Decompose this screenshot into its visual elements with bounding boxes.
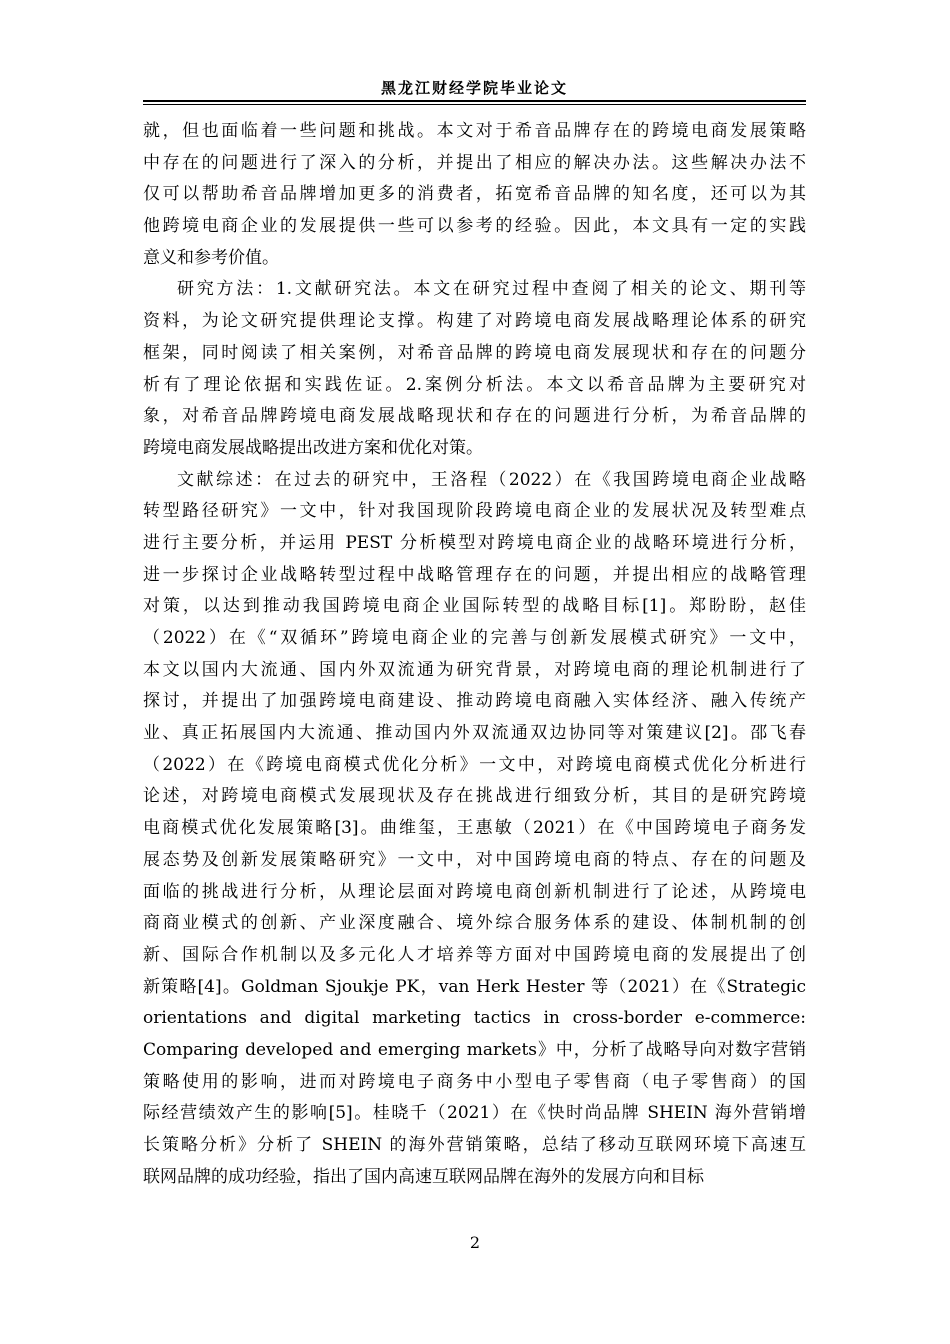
text-line: 业、真正拓展国内大流通、推动国内外双流通双边协同等对策建议[2]。邵飞春: [143, 723, 806, 744]
text-line: 中存在的问题进行了深入的分析，并提出了相应的解决办法。这些解决办法不: [143, 152, 806, 173]
text-line: 资料，为论文研究提供理论支撑。构建了对跨境电商发展战略理论体系的研究: [143, 311, 806, 332]
text-line: 际经营绩效产生的影响[5]。桂晓千（2021）在《快时尚品牌 SHEIN 海外营销增: [143, 1103, 806, 1124]
text-line: 象，对希音品牌跨境电商发展战略现状和存在的问题进行分析，为希音品牌的: [143, 406, 806, 427]
text-line: 本文以国内大流通、国内外双流通为研究背景，对跨境电商的理论机制进行了: [143, 659, 806, 680]
text-line: 转型路径研究》一文中，针对我国现阶段跨境电商企业的发展状况及转型难点: [143, 501, 806, 522]
text-line: 进行主要分析，并运用 PEST 分析模型对跨境电商企业的战略环境进行分析，: [143, 532, 806, 553]
text-line: 跨境电商发展战略提出改进方案和优化对策。: [143, 437, 483, 458]
text-line: 研究方法：1.文献研究法。本文在研究过程中查阅了相关的论文、期刊等: [177, 279, 806, 300]
text-line: 探讨，并提出了加强跨境电商建设、推动跨境电商融入实体经济、融入传统产: [143, 691, 806, 712]
text-line: 框架，同时阅读了相关案例，对希音品牌的跨境电商发展现状和存在的问题分: [143, 342, 806, 363]
text-line: 电商模式优化发展策略[3]。曲维玺，王惠敏（2021）在《中国跨境电子商务发: [143, 818, 806, 839]
text-line: 他跨境电商企业的发展提供一些可以参考的经验。因此，本文具有一定的实践: [143, 216, 806, 237]
text-line: （2022）在《“双循环”跨境电商企业的完善与创新发展模式研究》一文中，: [143, 628, 806, 648]
text-line: 意义和参考价值。: [143, 247, 279, 268]
text-line: 长策略分析》分析了 SHEIN 的海外营销策略，总结了移动互联网环境下高速互: [143, 1135, 806, 1155]
page-number: 2: [469, 1233, 481, 1252]
text-line: 对策，以达到推动我国跨境电商企业国际转型的战略目标[1]。郑盼盼，赵佳: [143, 596, 806, 617]
header-rule-thin: [143, 104, 806, 105]
text-line: 新、国际合作机制以及多元化人才培养等方面对中国跨境电商的发展提出了创: [143, 944, 806, 965]
text-line: 析有了理论依据和实践佐证。2.案例分析法。本文以希音品牌为主要研究对: [143, 374, 806, 395]
text-line: 文献综述：在过去的研究中，王洛程（2022）在《我国跨境电商企业战略: [177, 469, 806, 490]
text-line: 进一步探讨企业战略转型过程中战略管理存在的问题，并提出相应的战略管理: [143, 564, 806, 585]
text-line: 展态势及创新发展策略研究》一文中，对中国跨境电商的特点、存在的问题及: [143, 849, 806, 870]
text-line: 面临的挑战进行分析，从理论层面对跨境电商创新机制进行了论述，从跨境电: [143, 881, 806, 902]
text-line: 仅可以帮助希音品牌增加更多的消费者，拓宽希音品牌的知名度，还可以为其: [143, 184, 806, 205]
text-line: 商商业模式的创新、产业深度融合、境外综合服务体系的建设、体制机制的创: [143, 913, 806, 934]
text-line: Comparing developed and emerging markets》中，分析了战略导向对数字营销: [143, 1039, 806, 1060]
page-header-title: 黑龙江财经学院毕业论文: [380, 79, 568, 97]
text-line: 策略使用的影响，进而对跨境电子商务中小型电子零售商（电子零售商）的国: [143, 1071, 806, 1092]
header-rule-thick: [143, 100, 806, 102]
body-text: [143, 116, 806, 1193]
text-line: 论述，对跨境电商模式发展现状及存在挑战进行细致分析，其目的是研究跨境: [143, 786, 806, 807]
text-line: 联网品牌的成功经验，指出了国内高速互联网品牌在海外的发展方向和目标: [143, 1166, 704, 1187]
text-line: orientations and digital marketing tactics in cross-border e-commerce:: [143, 1008, 806, 1029]
text-line: （2022）在《跨境电商模式优化分析》一文中，对跨境电商模式优化分析进行: [143, 754, 806, 775]
text-line: 就，但也面临着一些问题和挑战。本文对于希音品牌存在的跨境电商发展策略: [143, 121, 806, 141]
text-line: 新策略[4]。Goldman Sjoukje PK，van Herk Hester 等（2021）在《Strategic: [143, 976, 806, 997]
